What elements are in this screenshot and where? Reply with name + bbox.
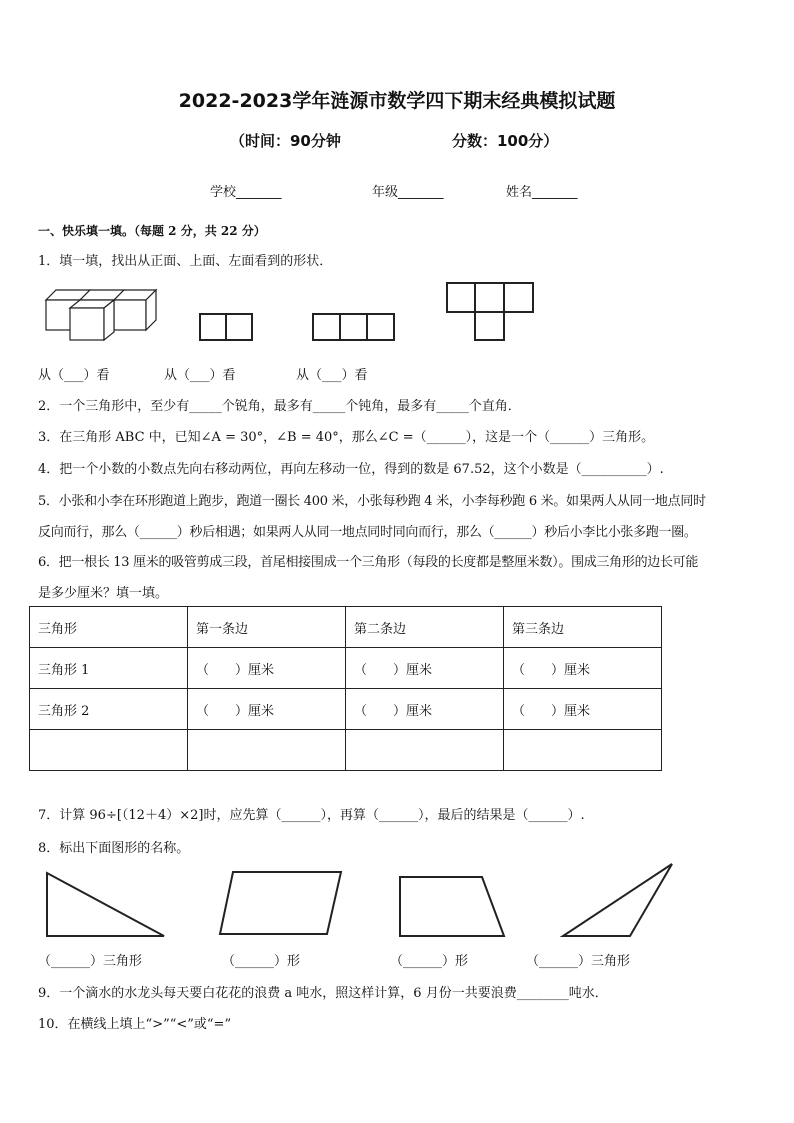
table-row	[30, 648, 662, 689]
table-header-cell: 第三条边	[504, 607, 662, 648]
q1-label-2: 从（___）看	[164, 368, 236, 383]
table-header-cell: 三角形	[30, 607, 188, 648]
table-cell[interactable]	[30, 730, 188, 771]
obtuse-triangle-figure	[562, 863, 674, 937]
table-header-row	[30, 607, 662, 648]
q8-label-3: （______）形	[390, 954, 469, 969]
table-cell[interactable]	[504, 730, 662, 771]
question-10: 10．在横线上填上“>”“<”或“=”	[38, 1017, 232, 1032]
question-9: 9．一个滴水的水龙头每天要白花花的浪费 a 吨水，照这样计算，6 月份一共要浪费________吨水．	[38, 986, 608, 1001]
exam-time: （时间：90分钟	[230, 132, 341, 150]
table-header-cell: 第二条边	[346, 607, 504, 648]
grade-field: 年级_______	[372, 185, 444, 200]
table-cell: 三角形 1	[30, 648, 188, 689]
parallelogram-figure	[219, 870, 343, 936]
table-cell[interactable]: （ ）厘米	[346, 648, 504, 689]
table-row	[30, 689, 662, 730]
table-cell: 三角形 2	[30, 689, 188, 730]
q8-label-4: （______）三角形	[526, 954, 631, 969]
question-4: 4．把一个小数的小数点先向右移动两位，再向左移动一位，得到的数是 67.52，这个小数是（__________）.	[38, 462, 664, 477]
trapezoid-figure	[398, 876, 506, 938]
name-field: 姓名_______	[506, 185, 578, 200]
q1-label-1: 从（___）看	[38, 368, 110, 383]
q8-label-1: （______）三角形	[38, 954, 143, 969]
view-t-shape	[446, 282, 536, 342]
table-header-cell: 第一条边	[188, 607, 346, 648]
page-title: 2022-2023学年涟源市数学四下期末经典模拟试题	[178, 90, 616, 112]
right-triangle-figure	[46, 872, 166, 938]
question-2: 2．一个三角形中，至少有_____个锐角，最多有_____个钝角，最多有_____个直角．	[38, 399, 521, 414]
section-heading: 一、快乐填一填。（每题 2 分，共 22 分）	[38, 224, 266, 238]
question-1: 1．填一填，找出从正面、上面、左面看到的形状．	[38, 254, 333, 269]
table-cell[interactable]: （ ）厘米	[346, 689, 504, 730]
question-6-line-2: 是多少厘米？填一填。	[38, 586, 169, 601]
question-7: 7．计算 96÷[（12＋4）×2]时，应先算（______），再算（______），最后的结果是（______）.	[38, 808, 585, 823]
view-two-squares	[199, 313, 255, 341]
question-5-line-2: 反向而行，那么（______）秒后相遇；如果两人从同一地点同时同向而行，那么（______）秒后小李比小张多跑一圈。	[38, 525, 697, 540]
question-5-line-1: 5．小张和小李在环形跑道上跑步，跑道一圈长 400 米，小张每秒跑 4 米，小李每秒跑 6 米。如果两人从同一地点同时	[38, 494, 706, 509]
q1-label-3: 从（___）看	[296, 368, 368, 383]
school-field: 学校_______	[210, 185, 282, 200]
table-cell[interactable]	[346, 730, 504, 771]
table-cell[interactable]: （ ）厘米	[188, 648, 346, 689]
view-three-squares	[312, 313, 396, 341]
table-cell[interactable]: （ ）厘米	[504, 689, 662, 730]
question-3: 3．在三角形 ABC 中，已知∠A = 30°，∠B = 40°，那么∠C =（______），这是一个（______）三角形。	[38, 430, 655, 445]
table-cell[interactable]	[188, 730, 346, 771]
q8-label-2: （______）形	[222, 954, 301, 969]
triangle-sides-table	[29, 606, 662, 771]
table-row	[30, 730, 662, 771]
question-8: 8．标出下面图形的名称。	[38, 841, 190, 856]
cube-stack-figure	[46, 286, 161, 342]
question-6-line-1: 6．把一根长 13 厘米的吸管剪成三段，首尾相接围成一个三角形（每段的长度都是整厘米数）。围成三角形的边长可能	[38, 555, 699, 570]
table-cell[interactable]: （ ）厘米	[504, 648, 662, 689]
exam-score: 分数：100分）	[452, 132, 559, 150]
table-cell[interactable]: （ ）厘米	[188, 689, 346, 730]
